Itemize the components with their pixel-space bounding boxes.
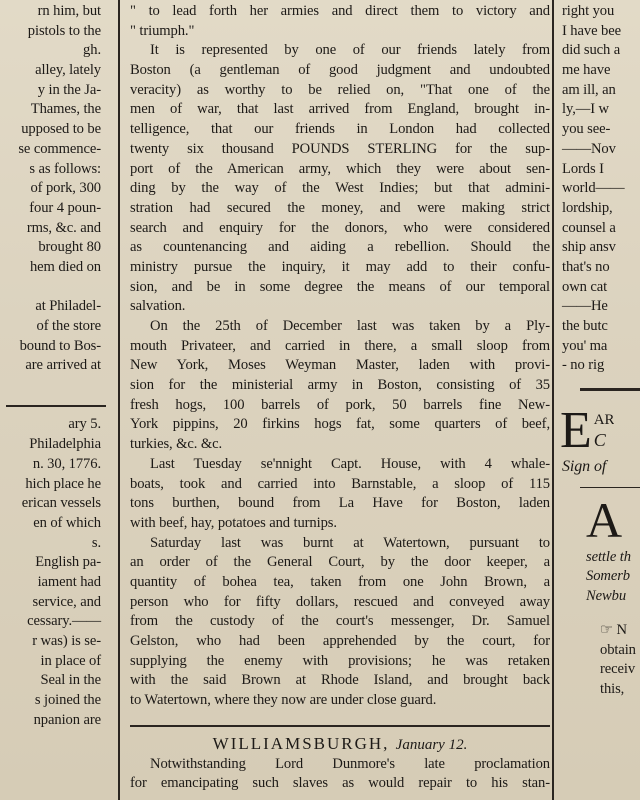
dateline-rule: [130, 725, 550, 727]
article-line: On the 25th of December last was taken by a Ply-: [150, 318, 550, 334]
article-line: New York, Moses Weyman Master, laden with provi-: [130, 357, 550, 374]
right-column: [560, 2, 640, 700]
ad-a-line2: Somerb: [586, 568, 630, 585]
ad-a-line1: settle th: [586, 548, 631, 565]
left-column-line: erican vessels: [21, 495, 101, 512]
article-line: fresh hogs, 100 barrels of pork, 50 barrels fine New-: [130, 396, 550, 413]
article-line: to Watertown, where they now are under close guard.: [130, 692, 437, 709]
right-column-line: me have: [562, 62, 611, 79]
article-line: York pippins, 20 firkins hogs fat, some quarters of beef,: [130, 416, 550, 433]
left-column-line: service, and: [32, 593, 101, 610]
article-line: Saturday last was burnt at Watertown, pursuant to: [150, 534, 550, 551]
ad-e-line1: AR: [593, 412, 615, 429]
right-column-line: you see-: [562, 121, 611, 138]
right-column-line: ——Nov: [562, 140, 616, 157]
left-column-line: [0, 278, 103, 298]
right-column-line: Lords I: [562, 160, 604, 177]
right-column-line: that's no: [562, 258, 610, 275]
left-column-line: Seal in the: [40, 672, 101, 689]
article-line: Gelston, who had been apprehended by the court, for: [130, 633, 550, 649]
article-line: ministry pursue the inquiry, it may add to their confu-: [130, 258, 550, 275]
article-line: Notwithstanding Lord Dunmore's late proclamation: [150, 755, 550, 772]
right-column-line: ——He: [562, 298, 608, 315]
left-column-line: bound to Bos-: [19, 337, 101, 354]
left-column-line: r was) is se-: [32, 633, 101, 649]
right-column-line: am ill, an: [562, 81, 616, 98]
article-line: tons burthen, bound from La Have for Boston, laden: [130, 495, 550, 512]
right-column-line: ☞ N: [600, 621, 627, 638]
dateline: [130, 733, 550, 755]
article-line: port of the American army, which they were about sen-: [130, 160, 550, 177]
right-column-line: ly,—I w: [562, 101, 609, 118]
article-line: supplying the enemy with provisions; he was retaken: [130, 652, 550, 669]
article-line: sion for the ministerial army in Boston, consisting of 35: [130, 377, 550, 394]
article-line: stration had secured the money, and were making strict: [130, 199, 550, 216]
ad-e-line2: C: [593, 430, 606, 450]
article-line: from the custody of the court's messenger, Dr. Samuel: [130, 613, 550, 630]
article-line: " triumph.": [130, 22, 195, 39]
right-column-line: counsel a: [562, 219, 616, 236]
right-column-line: I have bee: [562, 22, 621, 39]
right-column-line: ship ansv: [562, 239, 616, 256]
article-line: with the said Brown at Rhode Island, and brought back: [130, 672, 550, 689]
left-column-line: rms, &c. and: [26, 219, 101, 236]
left-column-line: s as follows:: [29, 160, 101, 177]
left-column-line: gh.: [83, 42, 101, 59]
left-column-line: are arrived at: [25, 357, 101, 374]
center-column: [130, 2, 550, 794]
left-column-line: cessary.——: [27, 613, 101, 630]
article-line: as countenancing and aiding a rebellion. Should the: [130, 239, 550, 256]
left-column-line: English pa-: [35, 554, 101, 571]
right-column-line: the butc: [562, 318, 608, 334]
left-column: [0, 2, 103, 730]
ad-e-line3: Sign of: [562, 458, 607, 476]
article-line: search and enquiry for the donors, who were considered: [130, 219, 550, 236]
article-line: turkies, &c. &c.: [130, 436, 223, 453]
article-line: boats, took and carried into Barnstable, a sloop of 115: [130, 475, 550, 492]
article-line: telligence, that our friends in London had collected: [130, 121, 550, 138]
left-column-line: at Philadel-: [35, 298, 101, 315]
left-column-line: pistols to the: [27, 22, 101, 39]
left-column-line: four 4 poun-: [29, 199, 101, 216]
ad-divider: [580, 487, 640, 488]
article-paragraph: [130, 22, 550, 317]
right-column-line: obtain: [600, 641, 636, 658]
right-column-line: right you: [562, 3, 615, 19]
ad-initial-e: E: [560, 402, 592, 460]
left-column-line: ary 5.: [68, 416, 101, 433]
left-column-line: brought 80: [38, 239, 101, 256]
right-column-line: world——: [562, 180, 625, 197]
article-line: for emancipating such slaves as would repair to his stan-: [130, 775, 550, 792]
top-line: " to lead forth her armies and direct them to victory and: [130, 3, 550, 19]
right-column-rule: [580, 388, 640, 391]
left-column-line: alley, lately: [35, 62, 101, 79]
left-column-line: hich place he: [25, 475, 101, 492]
article-line: salvation.: [130, 298, 186, 315]
left-column-separator: [6, 405, 106, 407]
right-column-line: own cat: [562, 278, 608, 295]
article-line: veracity) as worthy to be relied on, "That one of the: [130, 81, 550, 98]
right-column-line: - no rig: [562, 357, 605, 374]
left-column-line: npanion are: [33, 711, 101, 728]
ad-a-line3: Newbu: [586, 588, 627, 605]
right-column-line: this,: [600, 680, 625, 697]
left-column-line: iament had: [37, 573, 101, 590]
left-column-line: of the store: [36, 318, 101, 334]
left-column-line: se commence-: [18, 140, 101, 157]
dateline-place: WILLIAMSBURGH,: [212, 733, 390, 753]
column-rule-right: [552, 0, 554, 800]
article-line: Boston (a gentleman of good judgment and undoubted: [130, 62, 550, 79]
right-column-line: you' ma: [562, 337, 608, 354]
left-column-line: in place of: [40, 652, 101, 669]
article-paragraph: [130, 455, 550, 534]
right-column-line: lordship,: [562, 199, 613, 216]
article-paragraph: [130, 534, 550, 711]
left-column-line: y in the Ja-: [37, 81, 101, 98]
left-column-line: en of which: [33, 514, 101, 531]
left-column-line: of pork, 300: [30, 180, 101, 197]
article-line: quantity of bohea tea, taken from one John Brown, a: [130, 573, 550, 590]
article-line: with beef, hay, potatoes and turnips.: [130, 514, 337, 531]
right-column-line: did such a: [562, 42, 621, 59]
left-column-line: s joined the: [34, 692, 101, 709]
article-line: sion, and be in some degree the means of our temporal: [130, 278, 550, 295]
left-column-line: [0, 376, 103, 396]
article-line: an order of the General Court, by the door keeper, a: [130, 554, 550, 571]
advertisement: [560, 402, 640, 607]
article-line: men of war, that last arrived from England, brought in-: [130, 101, 550, 118]
article-paragraph: [130, 317, 550, 455]
article-line: It is represented by one of our friends lately from: [150, 42, 550, 59]
left-column-line: hem died on: [29, 258, 101, 275]
left-column-line: rn him, but: [37, 3, 101, 19]
article-line: Last Tuesday se'nnight Capt. House, with 4 whale-: [150, 455, 550, 472]
right-column-line: receiv: [600, 661, 636, 678]
left-column-line: Philadelphia: [29, 436, 101, 453]
article-line: mouth Privateer, and carried in there, a small sloop from: [130, 337, 550, 354]
left-column-line: s.: [91, 534, 101, 551]
ad-initial-a: A: [586, 491, 623, 548]
left-column-line: upposed to be: [21, 121, 101, 138]
left-column-line: n. 30, 1776.: [32, 455, 101, 472]
article-line: twenty six thousand POUNDS STERLING for the sup-: [130, 140, 550, 157]
article-line: ding by the way of the West Indies; but that admini-: [130, 180, 550, 197]
dateline-date: January 12.: [395, 736, 468, 753]
ad-block-e: [560, 402, 640, 460]
left-column-line: Thames, the: [30, 101, 101, 118]
column-rule-left: [118, 0, 120, 800]
article-line: person who for fifty dollars, rescued and conveyed away: [130, 593, 550, 610]
